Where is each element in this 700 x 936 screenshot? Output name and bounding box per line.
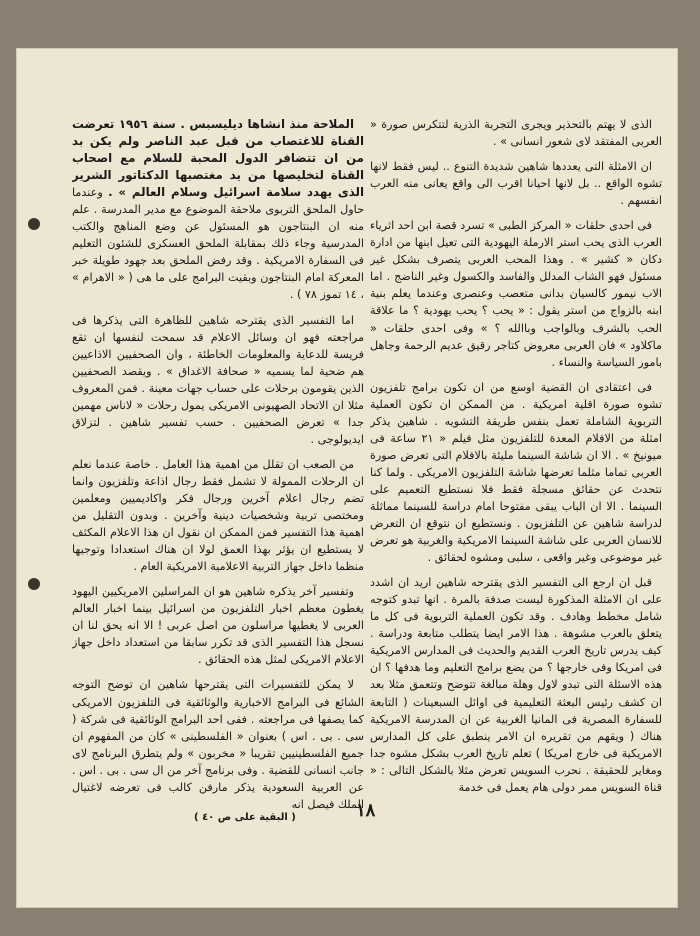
paragraph-text: وعندما حاول الملحق التربوى ملاحقة الموضوع مع مدير المدرسة . علم منه ان البنتاجون هو المسئول عن وضع المناهج والكتب المدرسية وجاء ذلك بمقابلة الملحق العسكرى للشئون التعليم فى السفارة الامريكية . وقد رفض الملحق بعد جهود طويلة خبر المعركة امام البنتاجون وبقيت البرامج على ما هى ( « الاهرام » ، ١٤ تموز ٧٨ ) . bbox=[72, 186, 364, 302]
continued-note: ( البقية على ص ٤٠ ) bbox=[194, 812, 296, 823]
binder-hole bbox=[28, 218, 40, 230]
paragraph: اما التفسير الذى يقترحه شاهين للظاهرة التى يذكرها فى مراجعته فهو ان وسائل الاعلام قد سمحت لنفسها ان تقع فريسة للدعاية والمعلومات الخاطئة ، وان الصحفيين الاذاعيين هم ضحية لما يسميه « صحافة الاغداق » . ويقصد الصحفيين الذين يقومون برحلات على حساب جهات معينة . فمن المعروف مثلا ان الاتحاد الصهيونى الامريكى يمول رحلات « لاناس مهمين جدا » تعرض الصحفيين . حسب تفسير شاهين . لتزلاق ايديولوجى . bbox=[72, 313, 364, 446]
paragraph: لا يمكن للتفسيرات التى يقترحها شاهين ان توضح التوجه الشائع فى البرامج الاخبارية والوثائقية فى التلفزيون الامريكى كما يصفها فى مراجعته . ففى احد البرامج الوثائقية فى شركة ( سى . بى . اس ) بعنوان « الفلسطينى » كان من المفهوم ان جميع الفلسطينيين تقريبا « مخربون » ولم يتطرق البرنامج لاى جانب انسانى للقضية . وفى برنامج آخر من ال سى . بى . اس . عن العربية السعودية يذكر مارفن كالب فى تعرضه لاغتيال الملك فيصل انه bbox=[72, 678, 364, 811]
article-column-right bbox=[370, 116, 662, 876]
magazine-page bbox=[16, 48, 678, 908]
paragraph: الذى لا يهتم بالتحذير ويجرى التجربة الذرية لتتكرس صورة « العربى المفتقد لاى شعور انسانى » . bbox=[370, 118, 662, 149]
paragraph: وتفسير آخر يذكره شاهين هو ان المراسلين الامريكيين اليهود يغطون معظم اخبار التلفزيون من اسرائيل بينما اخبار العالم العربى لا يغطيها مراسلون من اصل عربى ! الا انه يحق لنا ان نسجل هذا التفسير الذى قد تكرر سابقا من استعداد داخل جهاز الاعلام الامريكى لمثل هذه الحقائق . bbox=[72, 585, 364, 667]
paragraph: ان الامثلة التى يعددها شاهين شديدة التنوع .. ليس فقط لانها تشوه الواقع .. بل لانها احيانا اقرب الى واقع يعانى منه العرب انفسهم . bbox=[370, 160, 662, 208]
paragraph: فى اعتقادى ان القضية اوسع من ان تكون برامج تلفزيون تشوه صورة اقلية امريكية . من الممكن ان تكون العملية التربوية الشاملة تعمل بنفس طريقة التشويه . شاهين يذكر امثلة من الافلام المعدة للتلفزيون مثل فيلم « ٢١ ساعة فى ميونيخ » . الا ان شاشة السينما مليئة بالافلام التى تعرض صورة العربى تماما مثلما تعرضها شاشة التلفزيون الامريكى . ولما كنا نتحدث عن حقائق مسجلة فقط فلا نستطيع التعميم على السينما . الا ان الباب يبقى مفتوحا امام دراسة للسينما مماثلة لدراسة شاهين عن التلفزيون . ونستطيع ان نتوقع ان التعرض للانسان العربى على شاشة السينما الامريكية والغربية هو تعرض غير موضوعى وغير واقعى ، سلبى ومشوه لحقائق . bbox=[370, 380, 662, 565]
paragraph: فى احدى حلقات « المركز الطبى » تسرد قصة ابن احد اثرياء العرب الذى يحب استر الارملة اليهودية التى تعيل ابنها من ادارة دكان « كشير » . وهذا المحب العربى يتصرف بشكل غير مسئول فهو الشاب المدلل والفاسد والكسول وغير الناضج . اما الاب نيمور كالسيان بدانى متعصب وعنصرى وعندما يعلم بنية ابنه بالزواج من استر يقول : « يحب ؟ يحب يهودية ؟ ما علاقة الحب بالشرف وبالواجب وباالله ؟ » وفى احدى حلقات « ماكلاود » فان العربى معروض كتاجر رقيق عديم الرحمة وجاهل بامور السياسة والنساء . bbox=[370, 219, 662, 369]
paragraph: من الصعب ان تقلل من اهمية هذا العامل . خاصة عندما نعلم ان الرحلات الممولة لا تشمل فقط رجال اذاعة وتلفزيون وانما تضم رجال اعلام آخرين ورجال فكر واكاديميين ومعلمين ومختصى تربية وشخصيات دينية وآخرين . وبدون التقليل من اهمية هذا التفسير فمن الممكن ان نقول ان هذا الاعلام المكثف لا يستطيع ان يؤثر بهذا العمق لولا ان هناك استعدادا وتوجيها منظما داخل جهاز التربية الاعلامية الامريكية العام . bbox=[72, 457, 364, 574]
page-number: ١٨ bbox=[356, 800, 376, 821]
continued-lead-text: الملاحة منذ انشاها ديليسبس . سنة ١٩٥٦ تعرضت القناة للاغتصاب من قبل عبد الناصر ولم يكن بد من ان تتضافر الدول المحبة للسلام مع اصحاب القناة لتخليصها من يد مغتصبها الدكتاتور الشرير الذى يهدد سلامة اسرائيل وسلام العالم » . bbox=[72, 117, 364, 200]
article-column-left bbox=[72, 116, 364, 876]
paragraph bbox=[72, 116, 364, 304]
binder-hole bbox=[28, 578, 40, 590]
paragraph: قبل ان ارجع الى التفسير الذى يقترحه شاهين اريد ان اشدد على ان الامثلة المذكورة ليست صدفة بالمرة . انها تبدو كتوجه شامل مخطط وهادف . وقد تكون العملية التربوية فى كل ما يتعلق بالعرب مشوهة . هذا الامر ايضا يتطلب متابعة ودراسة . كيف يدرس تاريخ العرب القديم والحديث فى المدارس الامريكية فى امريكا وفى خارجها ؟ من يضع برامج التعليم وما هدفها ؟ ان هذه الاسئلة التى تبدو لاول وهلة مبالغة تتوضح وتتعمق مثلا بعد ان كشف رئيس البعثة التعليمية فى اوائل السبعينات ( التابعة للسفارة المصرية فى المانيا الغربية عن ان المدرسة الامريكية هناك ( ويقهم من تقريره ان الامر ينطبق على كل المدارس الامريكية فى خارج امريكا ) تعلم تاريخ العرب بشكل مشوه جدا ومغاير للحقيقة . نحرب السويس تعرض مثلا بالشكل التالى : « قناة السويس ممر دولى هام يعمل فى خدمة bbox=[370, 576, 662, 794]
